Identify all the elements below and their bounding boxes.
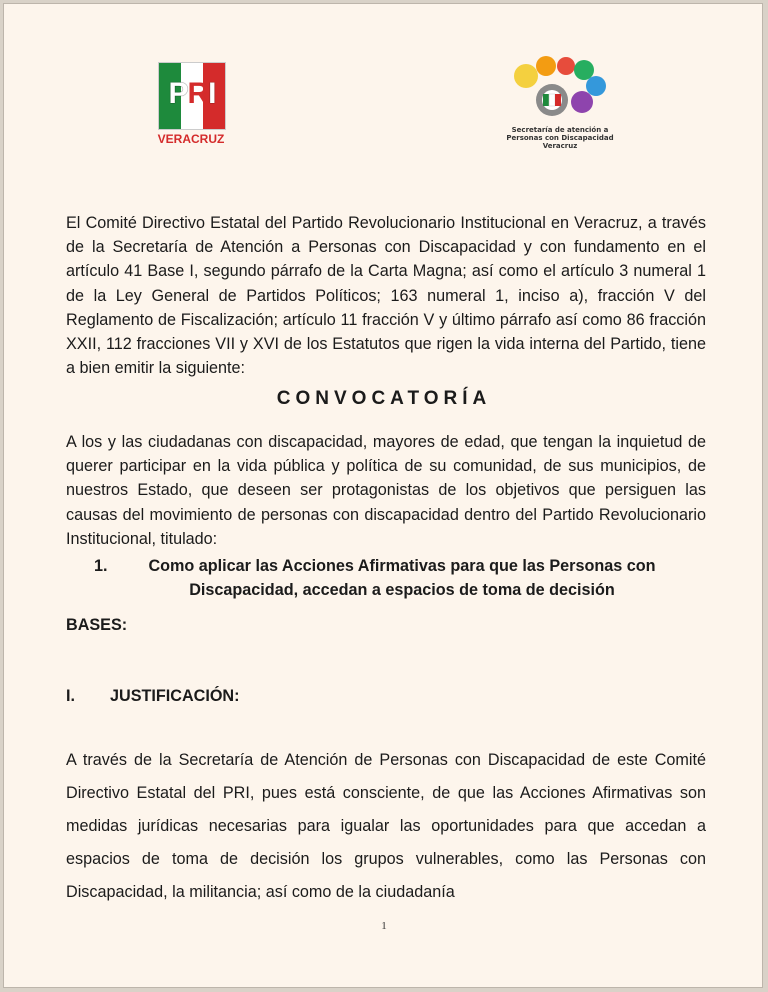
document-page <box>3 3 763 988</box>
section-number: I. <box>66 687 75 705</box>
pri-veracruz-logo <box>154 62 228 148</box>
justification-paragraph: A través de la Secretaría de Atención de Personas con Discapacidad de este Comité Directivo Estatal del PRI, pues está consciente, de que las Acciones Afirmativas son medidas jurídicas necesarias para igualar las oportunidades para que accedan a espacios de toma de decisión los grupos vulnerables, como las Personas con Discapacidad, la militancia; así como de la ciudadanía <box>66 751 706 901</box>
secretaria-caption: Secretaría de atención a Personas con Discapacidad Veracruz <box>506 126 614 150</box>
bases-heading: BASES: <box>66 616 128 634</box>
item-number: 1. <box>94 557 108 575</box>
secretaria-logo <box>500 54 620 154</box>
intro-paragraph: El Comité Directivo Estatal del Partido Revolucionario Institucional en Veracruz, a través de la Secretaría de Atención a Personas con Discapacidad y con fundamento en el artículo 41 Base I, segundo párrafo de la Carta Magna; así como el artículo 3 numeral 1 de la Ley General de Partidos Políticos; 163 numeral 1, inciso a), fracción V del Reglamento de Fiscalización; artículo 11 fracción V y último párrafo así como 86 fracción XXII, 112 fracciones VII y XVI de los Estatutos que rigen la vida interna del Partido, tiene a bien emitir la siguiente: <box>66 214 706 378</box>
section-title: JUSTIFICACIÓN: <box>110 687 240 705</box>
item-text: Como aplicar las Acciones Afirmativas para que las Personas con Discapacidad, accedan a espacios de toma de decisión <box>148 557 656 599</box>
pri-logo-caption: VERACRUZ <box>157 132 225 146</box>
gears-icon <box>508 54 612 126</box>
call-paragraph: A los y las ciudadanas con discapacidad, mayores de edad, que tengan la inquietud de querer participar en la vida pública y política de su comunidad, de sus municipios, de nuestros Estado, que deseen ser protagonistas de los objetivos que persiguen las causas del movimiento de personas con discapacidad dentro del Partido Revolucionario Institucional, titulado: <box>66 433 706 548</box>
pri-emblem: PRI <box>158 62 226 130</box>
section-heading <box>66 687 240 706</box>
document-title: CONVOCATORÍA <box>276 388 492 409</box>
page-number: 1 <box>381 920 387 932</box>
